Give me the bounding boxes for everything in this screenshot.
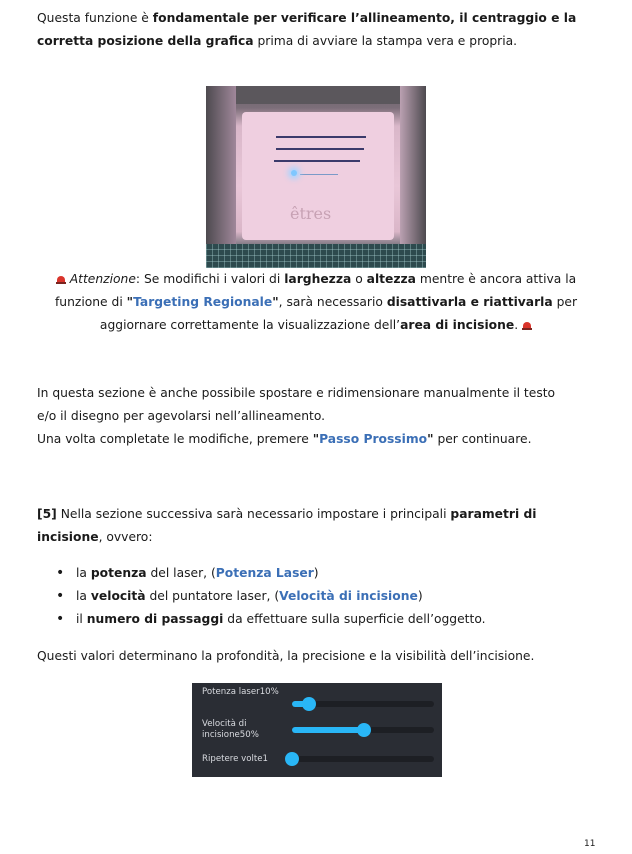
list-text: da effettuare sulla superficie dell’oggetto. [223,612,486,626]
parameters-list [56,562,486,631]
speed-slider-thumb[interactable] [357,723,371,737]
warning-text: , sarà necessario [278,295,387,309]
list-text: ) [417,589,423,603]
move-text: Una volta completate le modifiche, premere [37,432,313,446]
photo-grid-base [206,244,426,268]
warning-text: . [514,318,519,332]
warning-label: Attenzione [69,272,136,286]
power-label: Potenza laser10% [202,687,279,697]
warning-light-icon [56,274,66,284]
section-5-text: Nella sezione successiva sarà necessario impostare i principali [56,507,451,521]
quote: " [312,432,320,446]
move-line-3 [37,428,597,451]
warning-bold-height: altezza [366,272,416,286]
photo-target-line [300,174,338,175]
power-slider-track[interactable] [292,701,434,707]
move-line-1: In questa sezione è anche possibile spostare e ridimensionare manualmente il testo [37,386,556,400]
photo-frame-top [206,86,426,104]
list-text: la [76,566,91,580]
photo-brand-logo: êtres [290,204,332,223]
speed-label: Velocità di incisione50% [202,719,259,740]
intro-bold: fondamentale per verificare l’allineamento, il centraggio e la corretta posizione della grafica [37,11,577,48]
photo-engrave-line [276,136,366,138]
list-blue: Potenza Laser [215,566,314,580]
speed-slider-track[interactable] [292,727,434,733]
warning-text: o [351,272,367,286]
targeting-regionale-label: Targeting Regionale [133,295,273,309]
quote: " [272,295,279,309]
quote: " [427,432,434,446]
section-5-text: , ovvero: [98,530,153,544]
intro-paragraph [37,7,597,53]
warning-bold-width: larghezza [284,272,352,286]
section-5-bold: parametri di incisione [37,507,537,544]
laser-photo [206,86,426,268]
list-item [56,585,486,608]
power-slider-thumb[interactable] [302,697,316,711]
passo-prossimo-label: Passo Prossimo [319,432,428,446]
section-number: [5] [37,507,57,521]
laser-dot [291,170,297,176]
warning-text: mentre è ancora attiva la funzione di [54,272,577,309]
warning-text: : Se modifichi i valori di [135,272,285,286]
quote: " [126,295,134,309]
warning-paragraph [30,268,602,337]
intro-text-end: prima di avviare la stampa vera e propria. [253,34,518,48]
list-blue: Velocità di incisione [279,589,418,603]
list-bold: potenza [90,566,147,580]
parameters-panel-screenshot [192,683,442,777]
move-text: per continuare. [433,432,532,446]
repeat-slider-track[interactable] [292,756,434,762]
section-5-paragraph [37,503,597,549]
list-text: del puntatore laser, ( [145,589,280,603]
page-number: 11 [584,839,596,849]
speed-slider-fill [292,727,364,733]
list-bold: numero di passaggi [86,612,224,626]
photo-engrave-line [276,148,364,150]
photo-engrave-line [274,160,360,162]
warning-text: per aggiornare correttamente la visualizzazione dell’ [99,295,578,332]
list-item [56,562,486,585]
warning-bold-toggle: disattivarla e riattivarla [386,295,553,309]
list-text: del laser, ( [146,566,216,580]
list-text: la [76,589,91,603]
move-line-2: e/o il disegno per agevolarsi nell’allineamento. [37,409,326,423]
summary-paragraph: Questi valori determinano la profondità, la precisione e la visibilità dell’incisione. [37,649,535,663]
photo-frame-right [400,86,426,268]
photo-frame-left [206,86,236,268]
list-bold: velocità [90,589,146,603]
move-paragraph [37,382,597,451]
list-text: il [76,612,87,626]
intro-text: Questa funzione è [37,11,153,25]
list-text: ) [313,566,319,580]
repeat-slider-thumb[interactable] [285,752,299,766]
warning-light-icon [522,320,532,330]
warning-bold-area: area di incisione [400,318,515,332]
list-item [56,608,486,631]
repeat-label: Ripetere volte1 [202,754,268,764]
